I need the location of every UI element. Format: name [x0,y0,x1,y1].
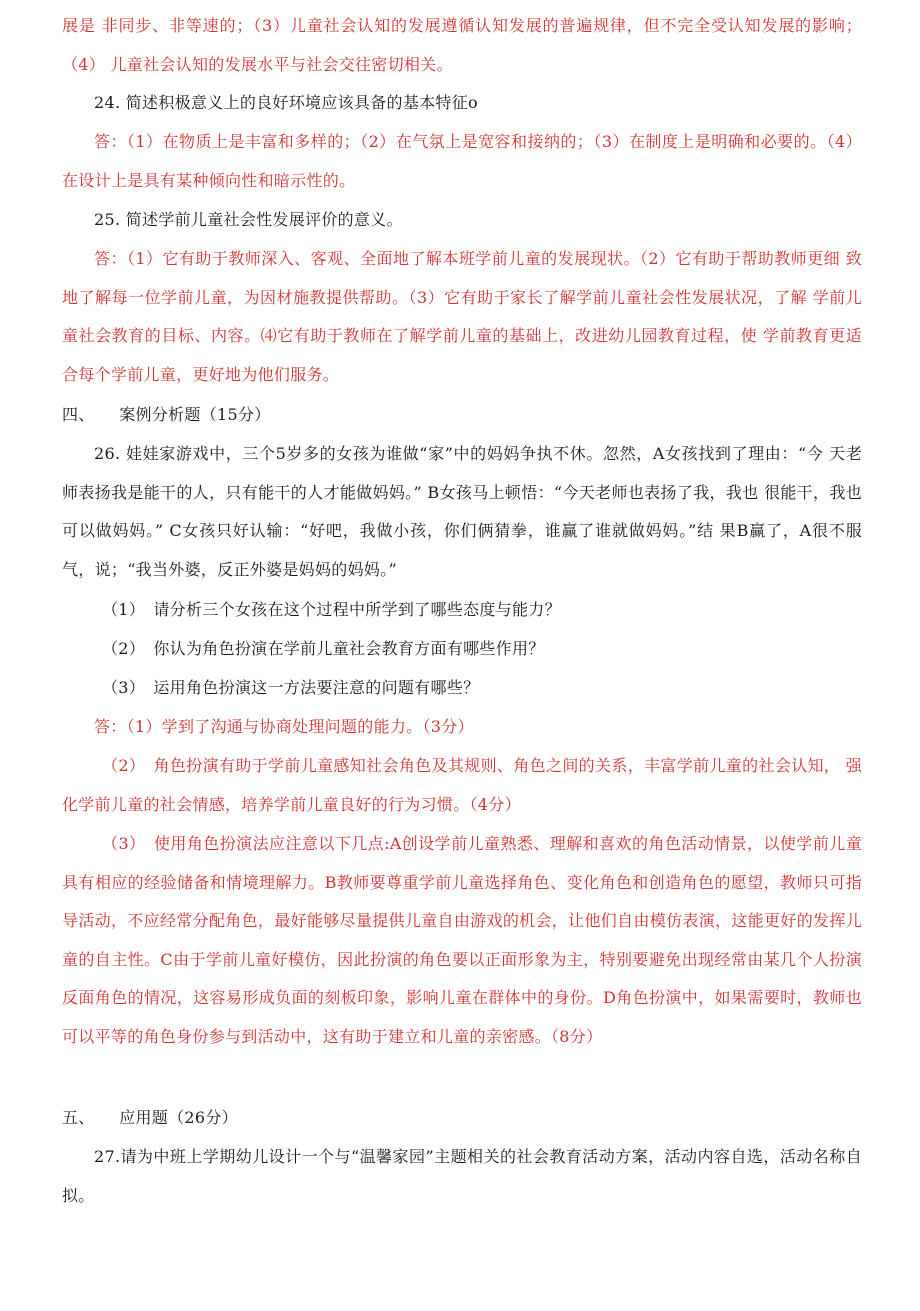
question-27: 27.请为中班上学期幼儿设计一个与“温馨家园”主题相关的社会教育活动方案，活动内容自选，活动名称自拟。 [62,1147,862,1205]
question-26-part-1: （1） 请分析三个女孩在这个过程中所学到了哪些态度与能力？ [102,600,561,619]
answer-26-part-2: （2） 角色扮演有助于学前儿童感知社会角色及其规则、角色之间的关系，丰富学前儿童的社会认知， 强化学前儿童的社会情感，培养学前儿童良好的行为习惯。（4分） [62,756,862,814]
answer-23-continuation: 展是 非同步、非等速的；（3）儿童社会认知的发展遵循认知发展的普遍规律，但不完全受认知发展的影响；（4） 儿童社会认知的发展水平与社会交往密切相关。 [62,16,862,74]
section-4-heading: 四、 案例分析题（15分） [62,405,271,424]
question-25: 25. 简述学前儿童社会性发展评价的意义。 [94,210,403,229]
question-26: 26. 娃娃家游戏中，三个5岁多的女孩为谁做“家”中的妈妈争执不休。忽然，A女孩找到了理由：“今 天老师表扬我是能干的人，只有能干的人才能做妈妈。” B女孩马上顿悟：“今天老师也表扬了我，我也 很能干，我也可以做妈妈。” C女孩只好认输：“好吧，我做小孩，你们俩猜拳，谁赢了谁就做妈妈。”结 果B赢了，A很不服气，说；“我当外婆，反正外婆是妈妈的妈妈。” [62,444,862,579]
question-26-part-3: （3） 运用角色扮演这一方法要注意的问题有哪些？ [102,678,480,697]
section-5-heading: 五、 应用题（26分） [62,1108,238,1127]
question-24: 24. 简述积极意义上的良好环境应该具备的基本特征o [94,93,478,112]
answer-25: 答：（1）它有助于教师深入、客观、全面地了解本班学前儿童的发展现状。（2）它有助于帮助教师更细 致地了解每一位学前儿童，为因材施教提供帮助。（3）它有助于家长了解学前儿童社会性发展状况，了解 学前儿童社会教育的目标、内容。⑷它有助于教师在了解学前儿童的基础上，改进幼儿园教育过程，使 学前教育更适合每个学前儿童，更好地为他们服务。 [62,249,862,384]
question-26-part-2: （2） 你认为角色扮演在学前儿童社会教育方面有哪些作用？ [102,639,545,658]
answer-26-part-3: （3） 使用角色扮演法应注意以下几点:A创设学前儿童熟悉、理解和喜欢的角色活动情景，以使学前儿童具有相应的经验储备和情境理解力。B教师要尊重学前儿童选择角色、变化角色和创造角色的愿望，教师只可指导活动，不应经常分配角色，最好能够尽量提供儿童自由游戏的机会，让他们自由模仿表演，这能更好的发挥儿童的自主性。C由于学前儿童好模仿，因此扮演的角色要以正面形象为主，特别要避免出现经常由某几个人扮演反面角色的情况，这容易形成负面的刻板印象，影响儿童在群体中的身份。D角色扮演中，如果需要时，教师也可以平等的角色身份参与到活动中，这有助于建立和儿童的亲密感。（8分） [62,834,862,1046]
answer-26-part-1: 答：（1）学到了沟通与协商处理问题的能力。（3分） [94,717,474,736]
answer-24: 答：（1）在物质上是丰富和多样的；（2）在气氛上是宽容和接纳的；（3）在制度上是明确和必要的。（4） 在设计上是具有某种倾向性和暗示性的。 [62,132,862,190]
